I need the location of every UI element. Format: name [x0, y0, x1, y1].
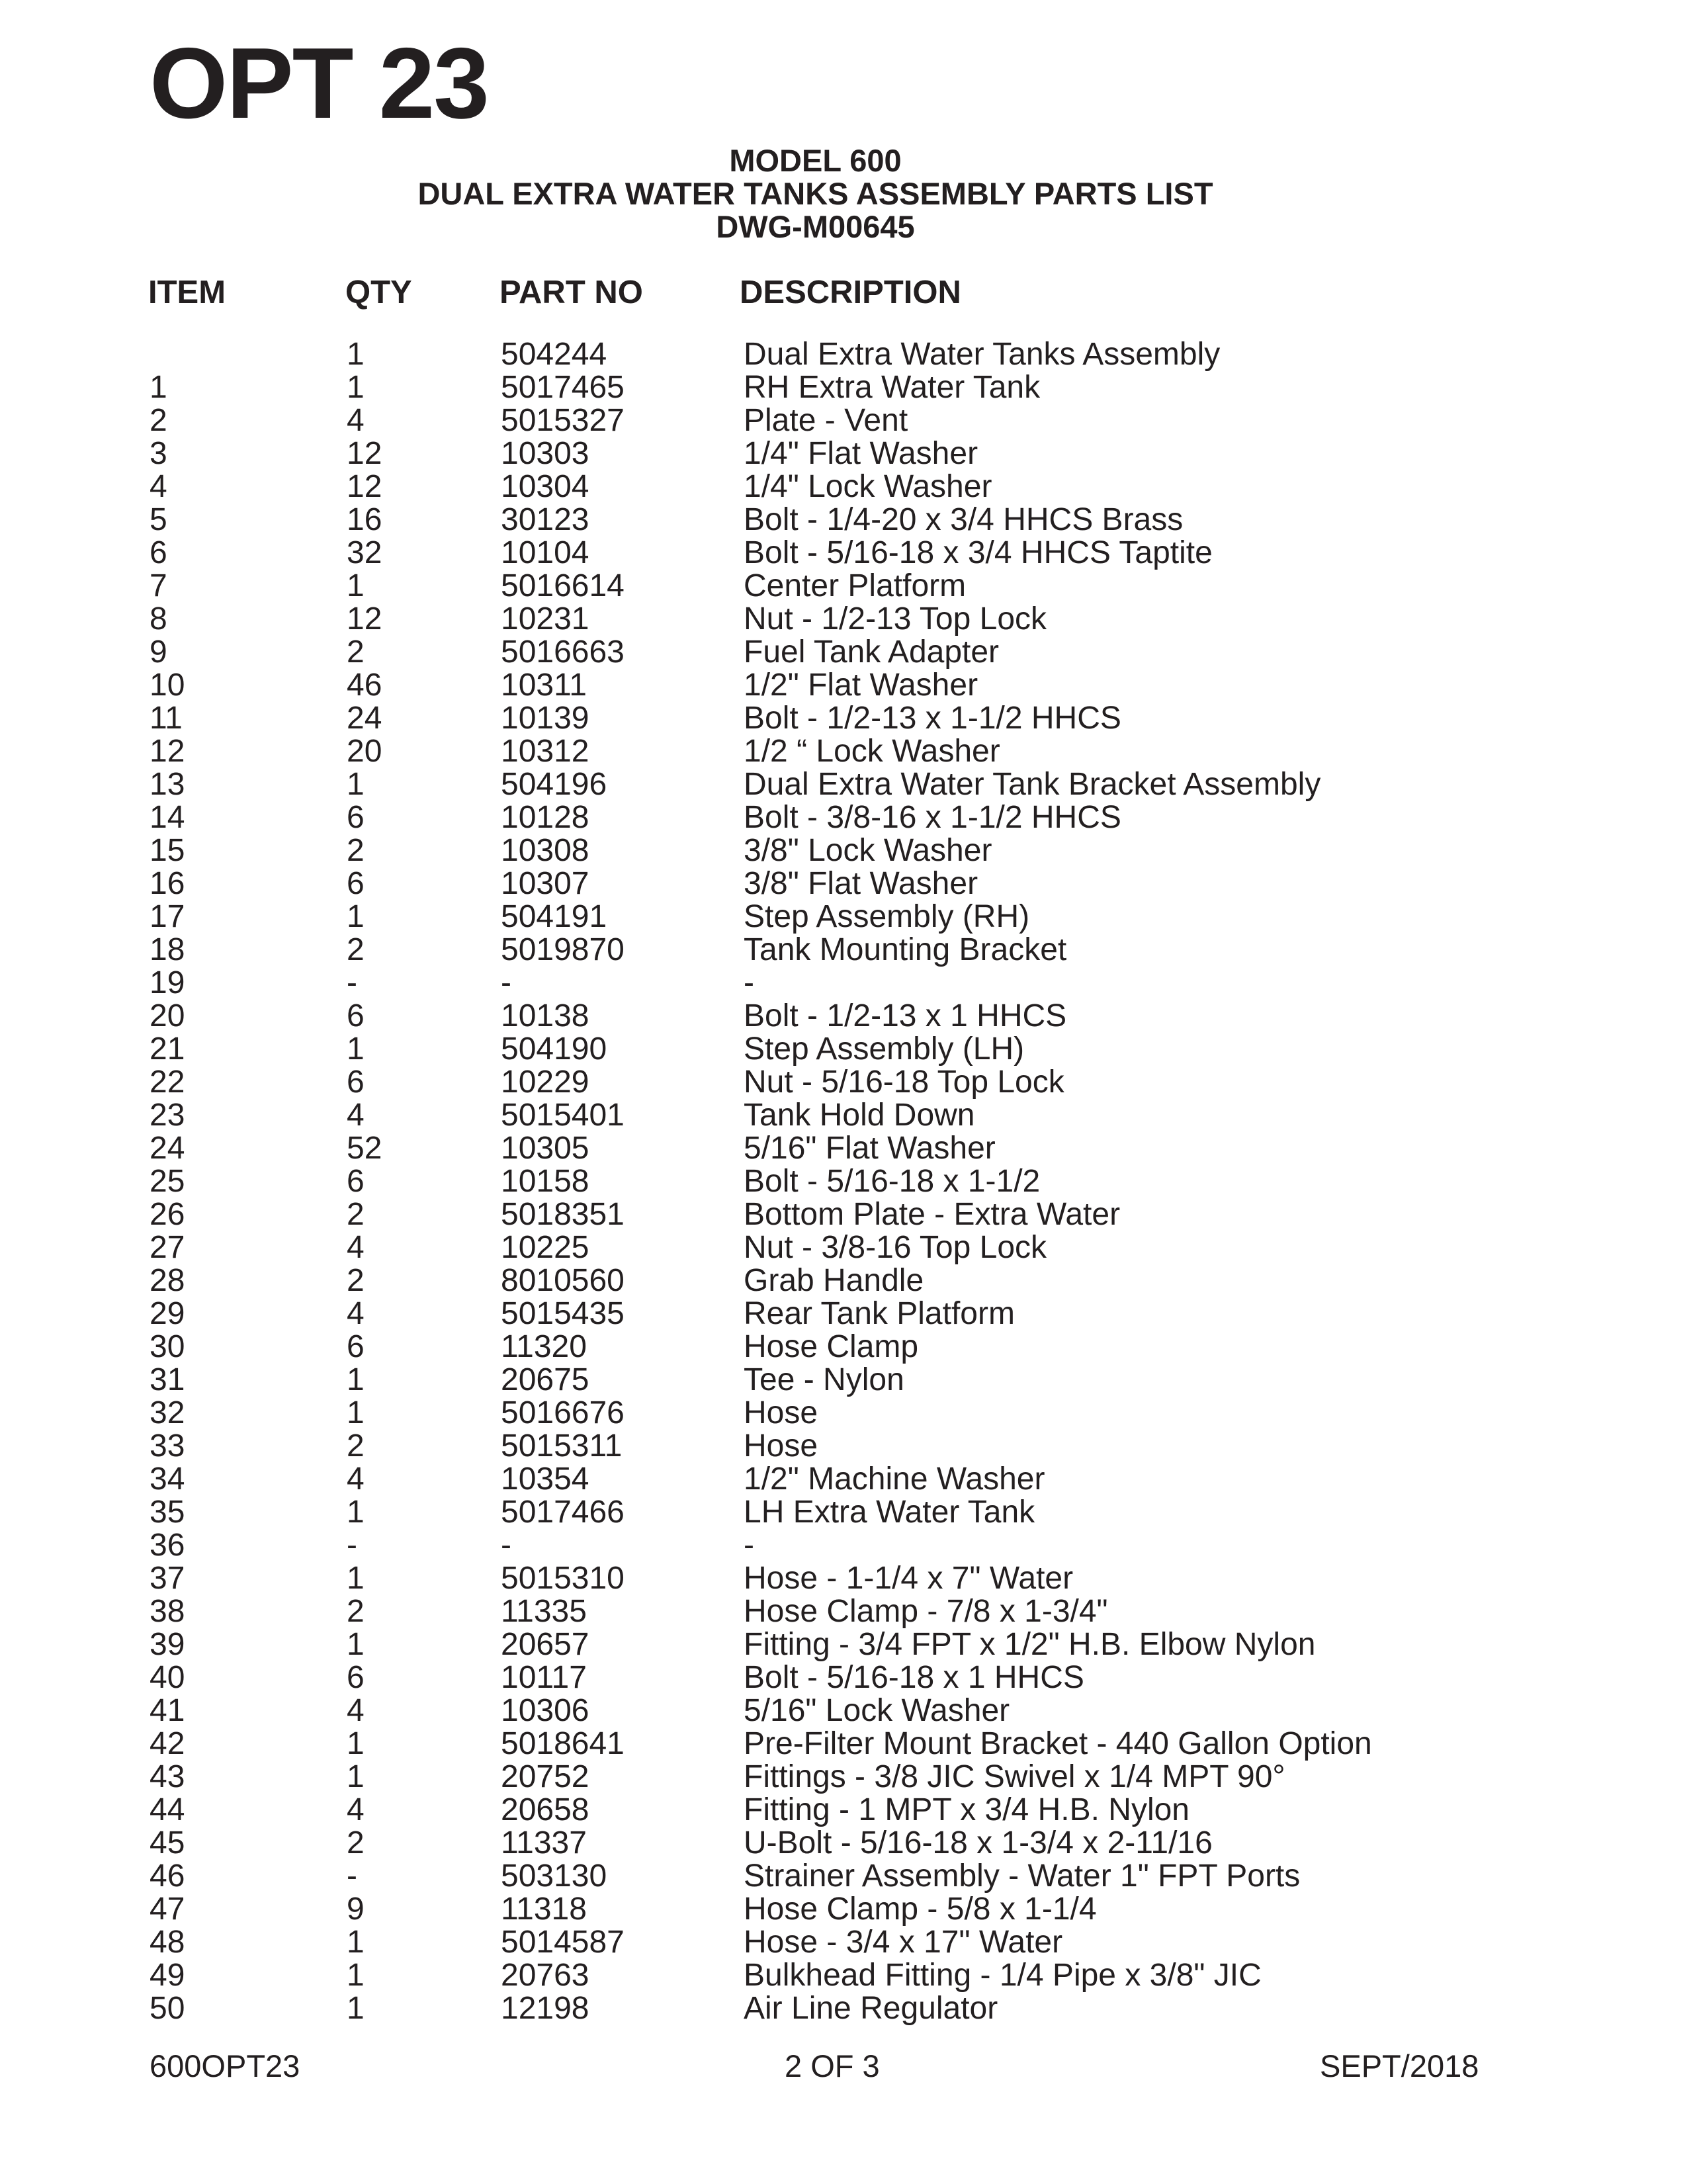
part-number: 10307 — [501, 866, 589, 901]
item-number: 4 — [150, 469, 167, 504]
description: Nut - 5/16-18 Top Lock — [744, 1065, 1064, 1100]
description: RH Extra Water Tank — [744, 370, 1041, 405]
item-number: 2 — [150, 403, 167, 438]
table-row — [0, 900, 1687, 934]
table-row — [0, 967, 1687, 1000]
description: Step Assembly (LH) — [744, 1031, 1025, 1067]
table-row — [0, 570, 1687, 603]
part-number: 5016663 — [501, 634, 625, 670]
item-number: 14 — [150, 800, 185, 835]
table-row — [0, 702, 1687, 735]
table-row — [0, 735, 1687, 768]
description: Center Platform — [744, 568, 967, 603]
quantity: 12 — [347, 436, 382, 471]
description: Dual Extra Water Tanks Assembly — [744, 337, 1221, 372]
table-row — [0, 834, 1687, 867]
part-number: 5017466 — [501, 1495, 625, 1530]
description: LH Extra Water Tank — [744, 1495, 1035, 1530]
item-number: 48 — [150, 1925, 185, 1960]
item-number: 43 — [150, 1759, 185, 1794]
description: Tank Hold Down — [744, 1098, 975, 1133]
part-number: 10305 — [501, 1131, 589, 1166]
description: 1/4" Flat Washer — [744, 436, 978, 471]
part-number: 5014587 — [501, 1925, 625, 1960]
item-number: 32 — [150, 1395, 185, 1430]
item-number: 27 — [150, 1230, 185, 1265]
table-row — [0, 1628, 1687, 1661]
part-number: 10306 — [501, 1693, 589, 1728]
part-number: - — [501, 1528, 511, 1563]
quantity: 2 — [347, 1263, 365, 1298]
part-number: 5015401 — [501, 1098, 625, 1133]
quantity: 6 — [347, 998, 365, 1033]
quantity: 1 — [347, 1991, 365, 2026]
quantity: 6 — [347, 1329, 365, 1364]
description: Hose Clamp - 7/8 x 1-3/4" — [744, 1594, 1108, 1629]
item-number: 15 — [150, 833, 185, 868]
item-number: 1 — [150, 370, 167, 405]
item-number: 22 — [150, 1065, 185, 1100]
footer-doc-code: 600OPT23 — [150, 2048, 300, 2083]
quantity: 9 — [347, 1892, 365, 1927]
part-number: 5015435 — [501, 1296, 625, 1331]
description: Hose - 1-1/4 x 7" Water — [744, 1561, 1074, 1596]
description: 1/2 “ Lock Washer — [744, 734, 1000, 769]
table-row — [0, 338, 1687, 371]
part-number: - — [501, 965, 511, 1000]
item-number: 18 — [150, 932, 185, 967]
quantity: 1 — [347, 1395, 365, 1430]
header-part-no: PART NO — [499, 275, 643, 310]
description: Hose Clamp - 5/8 x 1-1/4 — [744, 1892, 1097, 1927]
item-number: 9 — [150, 634, 167, 670]
part-number: 10311 — [501, 668, 587, 703]
quantity: 1 — [347, 568, 365, 603]
part-number: 5019870 — [501, 932, 625, 967]
part-number: 20763 — [501, 1958, 589, 1993]
item-number: 44 — [150, 1792, 185, 1827]
table-row — [0, 768, 1687, 801]
part-number: 504196 — [501, 767, 607, 802]
part-number: 5017465 — [501, 370, 625, 405]
quantity: 1 — [347, 1495, 365, 1530]
quantity: 1 — [347, 1759, 365, 1794]
description: Fitting - 1 MPT x 3/4 H.B. Nylon — [744, 1792, 1190, 1827]
quantity: 1 — [347, 337, 365, 372]
quantity: 20 — [347, 734, 382, 769]
part-number: 11318 — [501, 1892, 587, 1927]
description: Step Assembly (RH) — [744, 899, 1030, 934]
part-number: 10139 — [501, 701, 589, 736]
table-row — [0, 669, 1687, 702]
quantity: 4 — [347, 1693, 365, 1728]
item-number: 30 — [150, 1329, 185, 1364]
part-number: 10308 — [501, 833, 589, 868]
table-row — [0, 1430, 1687, 1463]
item-number: 3 — [150, 436, 167, 471]
quantity: 4 — [347, 1230, 365, 1265]
table-row — [0, 1231, 1687, 1264]
item-number: 41 — [150, 1693, 185, 1728]
item-number: 25 — [150, 1164, 185, 1199]
quantity: 1 — [347, 1362, 365, 1397]
footer-page-number: 2 OF 3 — [785, 2048, 880, 2083]
description: Fitting - 3/4 FPT x 1/2" H.B. Elbow Nylon — [744, 1627, 1316, 1662]
item-number: 17 — [150, 899, 185, 934]
quantity: 6 — [347, 1660, 365, 1695]
description: 5/16" Lock Washer — [744, 1693, 1010, 1728]
part-number: 10225 — [501, 1230, 589, 1265]
quantity: 6 — [347, 1065, 365, 1100]
table-row — [0, 503, 1687, 537]
quantity: 4 — [347, 1792, 365, 1827]
table-row — [0, 1000, 1687, 1033]
table-row — [0, 1761, 1687, 1794]
item-number: 42 — [150, 1726, 185, 1761]
quantity: 2 — [347, 1428, 365, 1463]
quantity: 2 — [347, 932, 365, 967]
table-row — [0, 1727, 1687, 1761]
item-number: 40 — [150, 1660, 185, 1695]
footer-date: SEPT/2018 — [1320, 2048, 1479, 2083]
table-row — [0, 1893, 1687, 1926]
table-row — [0, 371, 1687, 404]
item-number: 23 — [150, 1098, 185, 1133]
quantity: 1 — [347, 767, 365, 802]
header-qty: QTY — [345, 275, 412, 310]
description: Hose — [744, 1395, 818, 1430]
description: Grab Handle — [744, 1263, 924, 1298]
quantity: 2 — [347, 1197, 365, 1232]
part-number: 5015310 — [501, 1561, 625, 1596]
quantity: 4 — [347, 403, 365, 438]
item-number: 38 — [150, 1594, 185, 1629]
quantity: 1 — [347, 899, 365, 934]
table-row — [0, 1331, 1687, 1364]
quantity: 6 — [347, 800, 365, 835]
part-number: 10117 — [501, 1660, 587, 1695]
table-row — [0, 1364, 1687, 1397]
table-row — [0, 1463, 1687, 1496]
description: Hose — [744, 1428, 818, 1463]
quantity: - — [347, 965, 357, 1000]
quantity: 12 — [347, 601, 382, 636]
part-number: 10312 — [501, 734, 589, 769]
item-number: 5 — [150, 502, 167, 537]
item-number: 28 — [150, 1263, 185, 1298]
table-row — [0, 1827, 1687, 1860]
table-row — [0, 1198, 1687, 1231]
quantity: 32 — [347, 535, 382, 570]
description: Plate - Vent — [744, 403, 908, 438]
part-number: 5015327 — [501, 403, 625, 438]
description: Fuel Tank Adapter — [744, 634, 1000, 670]
table-row — [0, 1033, 1687, 1066]
option-title: OPT 23 — [150, 27, 488, 140]
drawing-number: DWG-M00645 — [716, 209, 915, 244]
part-number: 20675 — [501, 1362, 589, 1397]
item-number: 26 — [150, 1197, 185, 1232]
item-number: 19 — [150, 965, 185, 1000]
part-number: 10304 — [501, 469, 589, 504]
table-row — [0, 1926, 1687, 1959]
item-number: 47 — [150, 1892, 185, 1927]
table-row — [0, 1297, 1687, 1331]
part-number: 20658 — [501, 1792, 589, 1827]
header-description: DESCRIPTION — [740, 275, 961, 310]
part-number: 10231 — [501, 601, 589, 636]
part-number: 11337 — [501, 1825, 587, 1860]
description: Bolt - 5/16-18 x 1-1/2 — [744, 1164, 1041, 1199]
item-number: 13 — [150, 767, 185, 802]
table-row — [0, 1562, 1687, 1595]
quantity: 1 — [347, 1726, 365, 1761]
description: Bolt - 1/2-13 x 1-1/2 HHCS — [744, 701, 1121, 736]
quantity: - — [347, 1858, 357, 1894]
item-number: 35 — [150, 1495, 185, 1530]
description: Rear Tank Platform — [744, 1296, 1015, 1331]
description: Bolt - 3/8-16 x 1-1/2 HHCS — [744, 800, 1121, 835]
table-row — [0, 636, 1687, 669]
part-number: 5018351 — [501, 1197, 625, 1232]
item-number: 16 — [150, 866, 185, 901]
item-number: 21 — [150, 1031, 185, 1067]
quantity: 2 — [347, 634, 365, 670]
quantity: 52 — [347, 1131, 382, 1166]
description: U-Bolt - 5/16-18 x 1-3/4 x 2-11/16 — [744, 1825, 1213, 1860]
table-row — [0, 1661, 1687, 1694]
part-number: 10138 — [501, 998, 589, 1033]
item-number: 11 — [150, 701, 183, 736]
item-number: 46 — [150, 1858, 185, 1894]
part-number: 20657 — [501, 1627, 589, 1662]
quantity: 1 — [347, 1958, 365, 1993]
part-number: 10128 — [501, 800, 589, 835]
description: 1/2" Machine Washer — [744, 1462, 1045, 1497]
part-number: 5016676 — [501, 1395, 625, 1430]
table-row — [0, 404, 1687, 437]
description: Fittings - 3/8 JIC Swivel x 1/4 MPT 90° — [744, 1759, 1285, 1794]
item-number: 36 — [150, 1528, 185, 1563]
table-row — [0, 1397, 1687, 1430]
model-title: MODEL 600 — [729, 143, 902, 178]
part-number: 503130 — [501, 1858, 607, 1894]
item-number: 31 — [150, 1362, 185, 1397]
description: Nut - 1/2-13 Top Lock — [744, 601, 1047, 636]
part-number: 10104 — [501, 535, 589, 570]
part-number: 11320 — [501, 1329, 587, 1364]
item-number: 49 — [150, 1958, 185, 1993]
item-number: 34 — [150, 1462, 185, 1497]
table-row — [0, 1066, 1687, 1099]
quantity: 1 — [347, 1031, 365, 1067]
description: Tee - Nylon — [744, 1362, 904, 1397]
description: Bolt - 5/16-18 x 3/4 HHCS Taptite — [744, 535, 1213, 570]
table-row — [0, 867, 1687, 900]
description: - — [744, 965, 754, 1000]
description: Dual Extra Water Tank Bracket Assembly — [744, 767, 1321, 802]
quantity: 4 — [347, 1462, 365, 1497]
part-number: 504190 — [501, 1031, 607, 1067]
description: Bolt - 1/2-13 x 1 HHCS — [744, 998, 1067, 1033]
quantity: 1 — [347, 1627, 365, 1662]
quantity: 6 — [347, 1164, 365, 1199]
part-number: 504191 — [501, 899, 607, 934]
quantity: 12 — [347, 469, 382, 504]
table-row — [0, 1099, 1687, 1132]
description: Bolt - 5/16-18 x 1 HHCS — [744, 1660, 1084, 1695]
part-number: 8010560 — [501, 1263, 625, 1298]
item-number: 37 — [150, 1561, 185, 1596]
description: 3/8" Flat Washer — [744, 866, 978, 901]
part-number: 5018641 — [501, 1726, 625, 1761]
item-number: 39 — [150, 1627, 185, 1662]
table-row — [0, 1529, 1687, 1562]
header-item: ITEM — [148, 275, 226, 310]
quantity: 46 — [347, 668, 382, 703]
quantity: 4 — [347, 1296, 365, 1331]
table-row — [0, 1992, 1687, 2025]
description: Bottom Plate - Extra Water — [744, 1197, 1121, 1232]
description: - — [744, 1528, 754, 1563]
part-number: 12198 — [501, 1991, 589, 2026]
quantity: 4 — [347, 1098, 365, 1133]
description: 3/8" Lock Washer — [744, 833, 992, 868]
quantity: 2 — [347, 833, 365, 868]
table-row — [0, 801, 1687, 834]
table-row — [0, 1132, 1687, 1165]
item-number: 50 — [150, 1991, 185, 2026]
item-number: 6 — [150, 535, 167, 570]
part-number: 5015311 — [501, 1428, 623, 1463]
table-row — [0, 1694, 1687, 1727]
description: Tank Mounting Bracket — [744, 932, 1067, 967]
description: Hose Clamp — [744, 1329, 919, 1364]
description: Pre-Filter Mount Bracket - 440 Gallon Option — [744, 1726, 1372, 1761]
quantity: 6 — [347, 866, 365, 901]
description: Bulkhead Fitting - 1/4 Pipe x 3/8" JIC — [744, 1958, 1262, 1993]
part-number: 10354 — [501, 1462, 589, 1497]
quantity: 1 — [347, 370, 365, 405]
table-row — [0, 537, 1687, 570]
item-number: 29 — [150, 1296, 185, 1331]
part-number: 20752 — [501, 1759, 589, 1794]
item-number: 33 — [150, 1428, 185, 1463]
description: 5/16" Flat Washer — [744, 1131, 996, 1166]
description: 1/2" Flat Washer — [744, 668, 978, 703]
part-number: 10303 — [501, 436, 589, 471]
item-number: 8 — [150, 601, 167, 636]
table-row — [0, 603, 1687, 636]
parts-list-title: DUAL EXTRA WATER TANKS ASSEMBLY PARTS LIST — [417, 176, 1213, 211]
table-row — [0, 437, 1687, 470]
part-number: 504244 — [501, 337, 607, 372]
description: Hose - 3/4 x 17" Water — [744, 1925, 1063, 1960]
item-number: 20 — [150, 998, 185, 1033]
item-number: 24 — [150, 1131, 185, 1166]
item-number: 10 — [150, 668, 185, 703]
item-number: 45 — [150, 1825, 185, 1860]
table-row — [0, 934, 1687, 967]
description: Nut - 3/8-16 Top Lock — [744, 1230, 1047, 1265]
quantity: 2 — [347, 1825, 365, 1860]
part-number: 5016614 — [501, 568, 625, 603]
table-row — [0, 1959, 1687, 1992]
part-number: 10158 — [501, 1164, 589, 1199]
quantity: 1 — [347, 1925, 365, 1960]
description: 1/4" Lock Washer — [744, 469, 992, 504]
description: Bolt - 1/4-20 x 3/4 HHCS Brass — [744, 502, 1184, 537]
table-row — [0, 1165, 1687, 1198]
description: Air Line Regulator — [744, 1991, 998, 2026]
part-number: 30123 — [501, 502, 589, 537]
parts-table — [0, 338, 1687, 2025]
part-number: 11335 — [501, 1594, 587, 1629]
quantity: - — [347, 1528, 357, 1563]
item-number: 7 — [150, 568, 167, 603]
table-row — [0, 1794, 1687, 1827]
description: Strainer Assembly - Water 1" FPT Ports — [744, 1858, 1301, 1894]
table-row — [0, 470, 1687, 503]
quantity: 24 — [347, 701, 382, 736]
quantity: 1 — [347, 1561, 365, 1596]
quantity: 2 — [347, 1594, 365, 1629]
table-row — [0, 1860, 1687, 1893]
table-row — [0, 1595, 1687, 1628]
quantity: 16 — [347, 502, 382, 537]
table-row — [0, 1496, 1687, 1529]
document-heading — [0, 144, 1631, 243]
table-row — [0, 1264, 1687, 1297]
item-number: 12 — [150, 734, 185, 769]
part-number: 10229 — [501, 1065, 589, 1100]
